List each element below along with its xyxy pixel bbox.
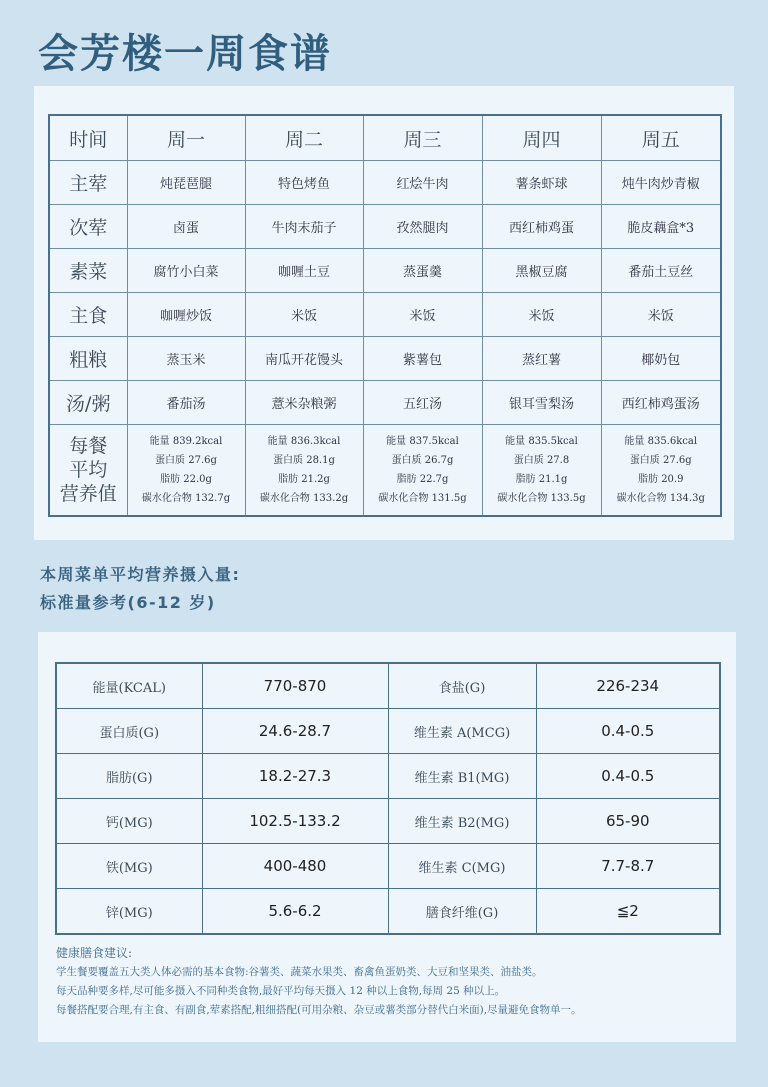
nutrient-label: 钙(MG): [56, 799, 202, 844]
menu-cell: 脆皮藕盒*3: [601, 205, 721, 249]
reference-row: [56, 754, 720, 799]
menu-cell: 咖喱土豆: [245, 249, 363, 293]
header-time: 时间: [49, 115, 127, 161]
nutrition-carbs: 碳水化合物 133.2g: [259, 493, 349, 504]
nutrient-value: 7.7-8.7: [536, 844, 720, 889]
nutrient-value: 65-90: [536, 799, 720, 844]
menu-row-main-meat: [49, 161, 721, 205]
menu-cell: 孜然腿肉: [363, 205, 482, 249]
menu-cell: 紫薯包: [363, 337, 482, 381]
nutrient-label: 脂肪(G): [56, 754, 202, 799]
nutrient-value: 0.4-0.5: [536, 709, 720, 754]
nutrient-label: 维生素 C(MG): [388, 844, 536, 889]
nutrient-value: 24.6-28.7: [202, 709, 388, 754]
nutrition-carbs: 碳水化合物 132.7g: [141, 493, 231, 504]
nutrition-fat: 脂肪 21.2g: [278, 474, 330, 485]
menu-cell: 番茄汤: [127, 381, 245, 425]
intake-heading: 本周菜单平均营养摄入量:: [40, 565, 241, 584]
menu-cell: 蒸玉米: [127, 337, 245, 381]
row-label: 汤/粥: [49, 381, 127, 425]
advice-line: 学生餐要覆盖五大类人体必需的基本食物:谷薯类、蔬菜水果类、畜禽鱼蛋奶类、大豆和坚果类、油盐类。: [56, 966, 543, 978]
reference-row: [56, 889, 720, 935]
nutrient-label: 食盐(G): [388, 663, 536, 709]
reference-row: [56, 709, 720, 754]
menu-cell: 红烩牛肉: [363, 161, 482, 205]
nutrition-cell-wednesday: [363, 425, 482, 517]
nutrition-carbs: 碳水化合物 131.5g: [378, 493, 467, 504]
nutrition-energy: 能量 839.2kcal: [149, 436, 223, 447]
advice-line: 每餐搭配要合理,有主食、有副食,荤素搭配,粗细搭配(可用杂粮、杂豆或薯类部分替代白米面),尽量避免食物单一。: [56, 1004, 582, 1016]
nutrition-fat: 脂肪 22.7g: [396, 474, 449, 485]
menu-cell: 牛肉末茄子: [245, 205, 363, 249]
nutrition-protein: 蛋白质 28.1g: [273, 455, 335, 466]
header-tuesday: 周二: [245, 115, 363, 161]
nutrition-cell-friday: [601, 425, 721, 517]
nutrition-energy: 能量 835.5kcal: [505, 436, 578, 447]
nutrition-protein: 蛋白质 27.8: [513, 455, 570, 466]
nutrient-value: 0.4-0.5: [536, 754, 720, 799]
menu-cell: 蒸蛋羹: [363, 249, 482, 293]
menu-cell: 西红柿鸡蛋: [482, 205, 601, 249]
menu-cell: 蒸红薯: [482, 337, 601, 381]
nutrient-value: 18.2-27.3: [202, 754, 388, 799]
header-thursday: 周四: [482, 115, 601, 161]
menu-cell: 米饭: [363, 293, 482, 337]
menu-cell: 黑椒豆腐: [482, 249, 601, 293]
nutrition-energy: 能量 835.6kcal: [624, 436, 698, 447]
nutrition-carbs: 碳水化合物 133.5g: [497, 493, 586, 504]
advice-line: 每天品种要多样,尽可能多摄入不同种类食物,最好平均每天摄入 12 种以上食物,每周 25 种以上。: [56, 985, 506, 997]
nutrition-cell-monday: [127, 425, 245, 517]
header-wednesday: 周三: [363, 115, 482, 161]
nutrient-label: 铁(MG): [56, 844, 202, 889]
menu-row-side-meat: [49, 205, 721, 249]
menu-cell: 炖牛肉炒青椒: [601, 161, 721, 205]
nutrition-label-line: 平均: [69, 459, 108, 481]
page-title: 会芳楼一周食谱: [38, 31, 332, 77]
row-label: 素菜: [49, 249, 127, 293]
nutrient-value: 102.5-133.2: [202, 799, 388, 844]
nutrition-protein: 蛋白质 26.7g: [391, 455, 454, 466]
menu-header-row: [49, 115, 721, 161]
menu-cell: 薯条虾球: [482, 161, 601, 205]
menu-cell: 南瓜开花馒头: [245, 337, 363, 381]
row-label: 粗粮: [49, 337, 127, 381]
weekly-menu-table: [48, 114, 722, 517]
nutrient-label: 膳食纤维(G): [388, 889, 536, 935]
nutrition-carbs: 碳水化合物 134.3g: [616, 493, 705, 504]
nutrient-label: 维生素 A(MCG): [388, 709, 536, 754]
nutrient-label: 锌(MG): [56, 889, 202, 935]
nutrition-cell-tuesday: [245, 425, 363, 517]
menu-cell: 西红柿鸡蛋汤: [601, 381, 721, 425]
nutrient-value: 226-234: [536, 663, 720, 709]
nutrient-value: ≦2: [536, 889, 720, 935]
menu-cell: 炖琵琶腿: [127, 161, 245, 205]
reference-row: [56, 844, 720, 889]
menu-cell: 米饭: [482, 293, 601, 337]
nutrition-label-line: 营养值: [59, 483, 117, 505]
reference-row: [56, 799, 720, 844]
nutrient-value: 770-870: [202, 663, 388, 709]
menu-cell: 米饭: [245, 293, 363, 337]
menu-cell: 米饭: [601, 293, 721, 337]
nutrient-value: 400-480: [202, 844, 388, 889]
advice-title: 健康膳食建议:: [56, 946, 133, 960]
nutrition-fat: 脂肪 22.0g: [160, 474, 212, 485]
menu-cell: 薏米杂粮粥: [245, 381, 363, 425]
menu-row-staple: [49, 293, 721, 337]
nutrition-energy: 能量 837.5kcal: [386, 436, 459, 447]
nutrient-label: 能量(KCAL): [56, 663, 202, 709]
nutrition-protein: 蛋白质 27.6g: [629, 455, 692, 466]
diet-advice: [56, 944, 736, 1020]
menu-cell: 番茄土豆丝: [601, 249, 721, 293]
reference-heading: 标准量参考(6-12 岁): [40, 593, 216, 612]
nutrient-label: 蛋白质(G): [56, 709, 202, 754]
row-label: 次荤: [49, 205, 127, 249]
menu-cell: 卤蛋: [127, 205, 245, 249]
header-monday: 周一: [127, 115, 245, 161]
menu-row-nutrition: [49, 425, 721, 517]
nutrition-fat: 脂肪 20.9: [638, 474, 684, 485]
nutrition-label: [49, 425, 127, 517]
menu-cell: 五红汤: [363, 381, 482, 425]
nutrition-protein: 蛋白质 27.6g: [155, 455, 217, 466]
nutrient-value: 5.6-6.2: [202, 889, 388, 935]
menu-row-coarse-grain: [49, 337, 721, 381]
nutrition-label-line: 每餐: [69, 435, 108, 457]
menu-row-vegetable: [49, 249, 721, 293]
header-friday: 周五: [601, 115, 721, 161]
menu-cell: 椰奶包: [601, 337, 721, 381]
nutrient-label: 维生素 B2(MG): [388, 799, 536, 844]
nutrient-label: 维生素 B1(MG): [388, 754, 536, 799]
menu-cell: 咖喱炒饭: [127, 293, 245, 337]
reference-table: [55, 662, 721, 935]
nutrition-energy: 能量 836.3kcal: [267, 436, 341, 447]
menu-cell: 腐竹小白菜: [127, 249, 245, 293]
menu-cell: 特色烤鱼: [245, 161, 363, 205]
menu-row-soup: [49, 381, 721, 425]
row-label: 主荤: [49, 161, 127, 205]
reference-row: [56, 663, 720, 709]
nutrition-cell-thursday: [482, 425, 601, 517]
nutrition-fat: 脂肪 21.1g: [515, 474, 568, 485]
row-label: 主食: [49, 293, 127, 337]
menu-cell: 银耳雪梨汤: [482, 381, 601, 425]
